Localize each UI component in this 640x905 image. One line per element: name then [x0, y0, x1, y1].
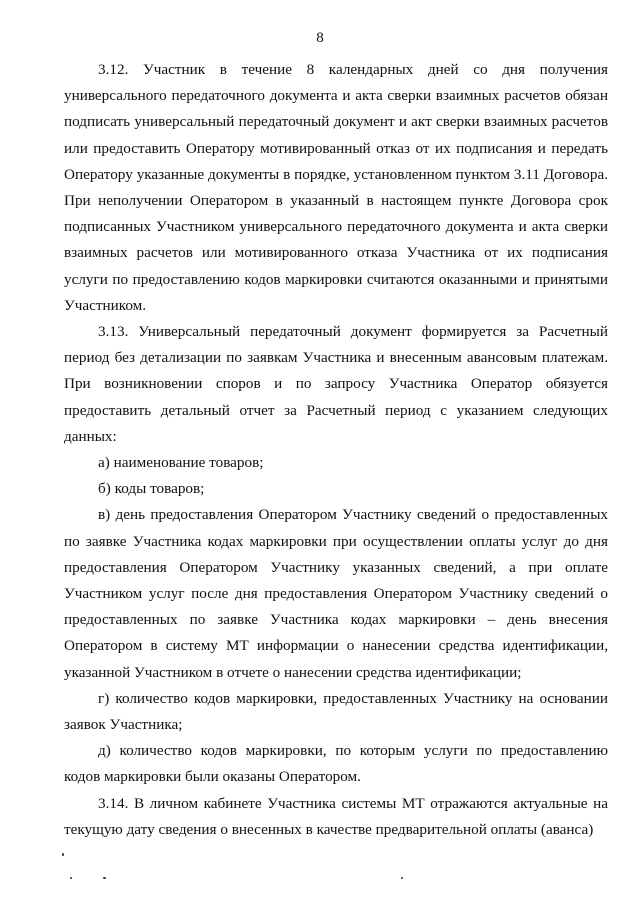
paragraph-3-13: 3.13. Универсальный передаточный документ формируется за Расчетный период без детализации по заявкам Участника и внесенным авансовым платежам. При возникновении споров и по запросу Участника Оператор обязуется предоставить детальный отчет за Расчетный период с указанием следующих данных:: [64, 323, 608, 445]
document-body: [64, 57, 608, 843]
list-item-d: д) количество кодов маркировки, по которым услуги по предоставлению кодов маркировки были оказаны Оператором.: [64, 742, 608, 786]
list-item-v: в) день предоставления Оператором Участнику сведений о предоставленных по заявке Участника кодах маркировки при осуществлении оплаты услуг до дня предоставления Оператором Участнику указанных сведений, а при оплате Участником услуг после дня предоставления Оператором Участнику сведений о предоставленных по заявке Участника кодах маркировки – день внесения Оператором в систему МТ информации о нанесении средства идентификации, указанной Участником в отчете о нанесении средства идентификации;: [64, 506, 608, 681]
scan-speck: [103, 877, 106, 879]
scan-speck: [401, 877, 403, 879]
paragraph-3-14: 3.14. В личном кабинете Участника системы МТ отражаются актуальные на текущую дату сведения о внесенных в качестве предварительной оплаты (аванса): [64, 794, 608, 838]
page-number: 8: [316, 30, 324, 46]
scan-speck: [70, 877, 72, 879]
scan-speck: [62, 853, 64, 856]
paragraph-3-12: 3.12. Участник в течение 8 календарных дней со дня получения универсального передаточного документа и акта сверки взаимных расчетов обязан подписать универсальный передаточный документ и акт сверки взаимных расчетов или предоставить Оператору мотивированный отказ от их подписания и передать Оператору указанные документы в порядке, установленном пунктом 3.11 Договора. При неполучении Оператором в указанный в настоящем пункте Договора срок подписанных Участником универсального передаточного документа и акта сверки взаимных расчетов или мотивированного отказа Участника от их подписания услуги по предоставлению кодов маркировки считаются оказанными и принятыми Участником.: [64, 61, 608, 314]
list-item-a: а) наименование товаров;: [98, 454, 264, 472]
list-item-g: г) количество кодов маркировки, предоставленных Участнику на основании заявок Участника;: [64, 689, 608, 734]
list-item-b: б) коды товаров;: [98, 480, 205, 498]
